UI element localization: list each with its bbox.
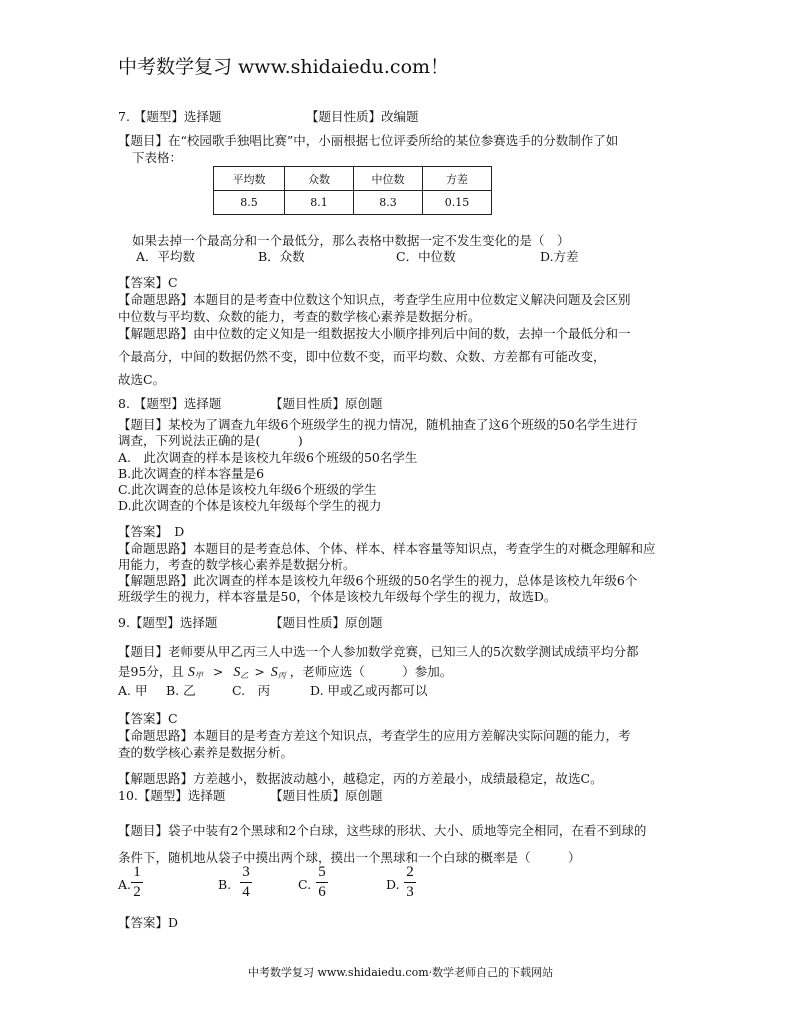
- q10-option-c-fraction: 5 6: [316, 865, 328, 900]
- q8-option-c: C.此次调查的总体是该校九年级6个班级的学生: [118, 482, 377, 497]
- q10-stem-line1: 【题目】袋子中装有2个黑球和2个白球，这些球的形状、大小、质地等完全相同，在看不到球的: [118, 823, 647, 838]
- q7-solution-line1: 【解题思路】由中位数的定义知是一组数据按大小顺序排列后中间的数，去掉一个最低分和一: [118, 326, 631, 341]
- q7-stem-line2: 下表格：: [132, 150, 183, 165]
- q9-option-a: A. 甲: [118, 683, 148, 698]
- q7-stats-table: [213, 166, 492, 215]
- q7-solution-line2: 个最高分，中间的数据仍然不变，即中位数不变，而平均数、众数、方差都有可能改变，: [118, 349, 606, 364]
- q10-option-b-label: B.: [218, 877, 232, 892]
- table-row: [214, 191, 492, 215]
- q9-answer: 【答案】C: [118, 711, 178, 726]
- q8-solution-line1: 【解题思路】此次调查的样本是该校九年级6个班级的50名学生的视力，总体是该校九年级6个: [118, 573, 638, 588]
- q7-option-b: B．众数: [258, 249, 305, 264]
- q9-option-c: C. 丙: [232, 683, 271, 698]
- q8-idea-line1: 【命题思路】本题目的是考查总体、个体、样本、样本容量等知识点，考查学生的对概念理解和应: [118, 541, 656, 556]
- q9-solution-line1: 【解题思路】方差越小，数据波动越小，越稳定，丙的方差最小，成绩最稳定，故选C。: [118, 771, 603, 786]
- q10-answer: 【答案】D: [118, 915, 179, 930]
- q10-option-a-label: A.: [118, 877, 132, 892]
- page-footer: 中考数学复习 www.shidaiedu.com·数学老师自己的下载网站: [248, 966, 554, 979]
- q9-option-d: D. 甲或乙或丙都可以: [310, 683, 428, 698]
- table-cell: 8.3: [354, 191, 423, 215]
- q10-option-b-fraction: 3 4: [240, 865, 252, 900]
- greater-than-sign: >: [254, 664, 265, 679]
- q10-type: 10.【题型】选择题: [118, 788, 226, 803]
- q8-option-a: A. 此次调查的样本是该校九年级6个班级的50名学生: [118, 450, 418, 465]
- greater-than-sign: >: [212, 664, 224, 679]
- q7-idea-line1: 【命题思路】本题目的是考查中位数这个知识点，考查学生应用中位数定义解决问题及会区别: [118, 292, 631, 307]
- q10-stem-line2: 条件下，随机地从袋子中摸出两个球，摸出一个黑球和一个白球的概率是（ ）: [118, 850, 581, 865]
- q7-idea-line2: 中位数与平均数、众数的能力，考查的数学核心素养是数据分析。: [118, 309, 481, 324]
- table-header-cell: 中位数: [354, 167, 423, 191]
- q9-stem-suffix: ，老师应选（ ）参加。: [289, 664, 453, 679]
- q10-option-c-label: C.: [298, 877, 312, 892]
- q9-idea-line2: 查的数学核心素养是数据分析。: [118, 745, 294, 760]
- q9-stem-line1: 【题目】老师要从甲乙丙三人中选一个人参加数学竞赛，已知三人的5次数学测试成绩平均分都: [118, 644, 639, 659]
- table-header-cell: 平均数: [214, 167, 285, 191]
- variance-symbol-yi: $S_乙$: [233, 665, 249, 680]
- q7-option-c: C．中位数: [396, 249, 456, 264]
- q8-nature: 【题目性质】原创题: [270, 396, 383, 411]
- q8-option-d: D.此次调查的个体是该校九年级每个学生的视力: [118, 498, 382, 513]
- table-cell: 0.15: [423, 191, 492, 215]
- q7-question: 如果去掉一个最高分和一个最低分，那么表格中数据一定不发生变化的是（ ）: [132, 233, 570, 248]
- q7-option-d: D.方差: [540, 249, 579, 264]
- q7-stem-line1: 【题目】在“校园歌手独唱比赛”中，小丽根据七位评委所给的某位参赛选手的分数制作了如: [118, 133, 619, 148]
- q9-stem-prefix: 是95分，且: [118, 664, 184, 679]
- variance-symbol-bing: $S_丙$: [270, 665, 286, 680]
- q8-idea-line2: 用能力，考查的数学核心素养是数据分析。: [118, 557, 356, 572]
- q7-solution-line3: 故选C。: [118, 372, 166, 387]
- q10-nature: 【题目性质】原创题: [270, 788, 383, 803]
- q8-option-b: B.此次调查的样本容量是6: [118, 466, 265, 481]
- q7-answer: 【答案】C: [118, 275, 178, 290]
- q9-option-b: B. 乙: [166, 683, 196, 698]
- variance-symbol-jia: $S_甲$: [187, 665, 203, 680]
- q7-nature: 【题目性质】改编题: [306, 109, 419, 124]
- q7-option-a: A．平均数: [136, 249, 196, 264]
- q8-answer: 【答案】 D: [118, 524, 185, 539]
- q9-type: 9.【题型】选择题: [118, 615, 218, 630]
- q9-idea-line1: 【命题思路】本题目的是考查方差这个知识点，考查学生的应用方差解决实际问题的能力，考: [118, 728, 631, 743]
- q10-option-d-label: D.: [386, 877, 400, 892]
- q9-nature: 【题目性质】原创题: [270, 615, 383, 630]
- table-header-cell: 众数: [285, 167, 354, 191]
- q8-solution-line2: 班级学生的视力，样本容量是50，个体是该校九年级每个学生的视力，故选D。: [118, 589, 557, 604]
- q8-stem-line2: 调查，下列说法正确的是( ): [118, 433, 303, 448]
- q10-option-d-fraction: 2 3: [404, 865, 416, 900]
- q8-type: 8. 【题型】选择题: [118, 396, 222, 411]
- q8-stem-line1: 【题目】某校为了调查九年级6个班级学生的视力情况，随机抽查了这6个班级的50名学生进行: [118, 417, 638, 432]
- table-header-row: [214, 167, 492, 191]
- page-header-title: 中考数学复习 www.shidaiedu.com！: [118, 56, 450, 78]
- q10-option-a-fraction: 1 2: [131, 865, 143, 900]
- table-header-cell: 方差: [423, 167, 492, 191]
- table-cell: 8.5: [214, 191, 285, 215]
- table-cell: 8.1: [285, 191, 354, 215]
- q7-type: 7. 【题型】选择题: [118, 109, 222, 124]
